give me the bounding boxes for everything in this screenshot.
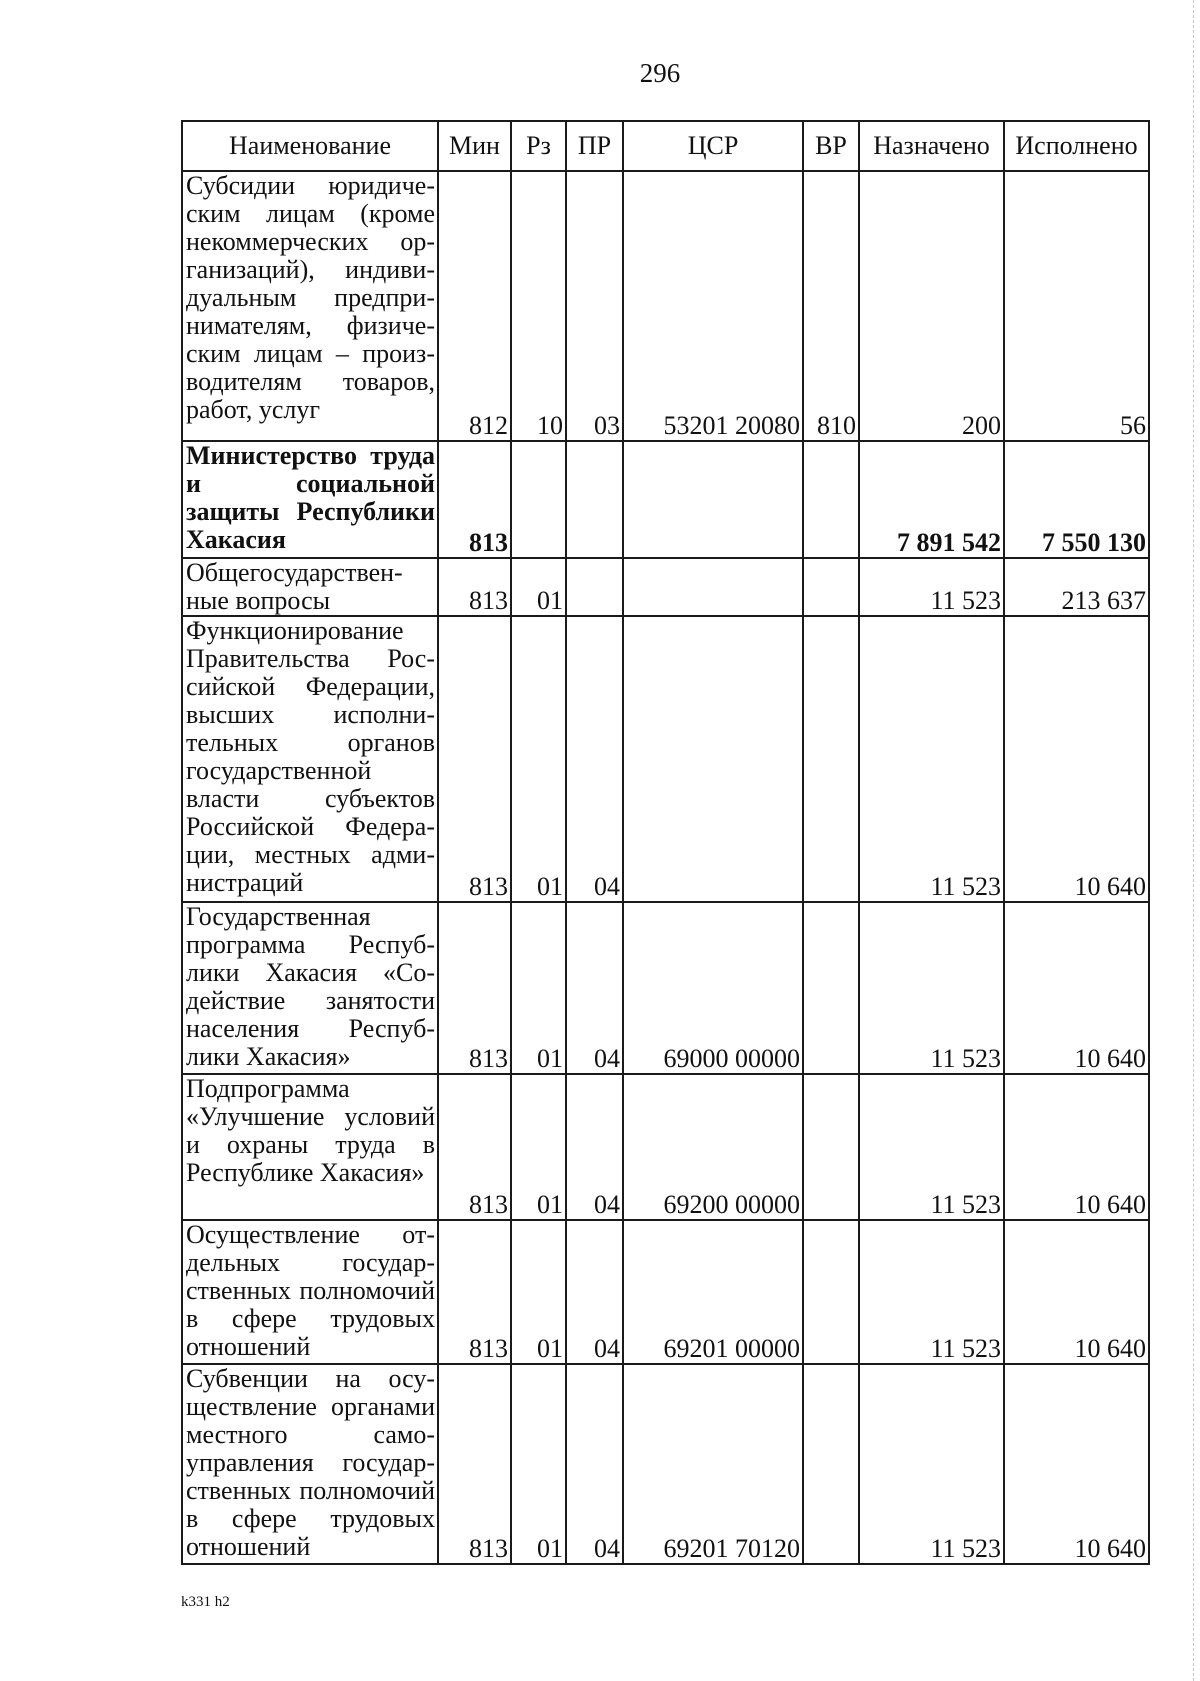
row-name-cell: Субвенции на осуществление органами местного самоуправления государственных полномочий в сфере трудовых отношений [182, 1364, 438, 1564]
row-rz-cell: 01 [511, 1220, 566, 1364]
row-min-cell: 813 [438, 902, 511, 1074]
row-name-cell: Министерство труда и социальной защиты Республики Хакасия [182, 441, 438, 558]
row-name-cell: Осуществление отдельных государственных полномочий в сфере трудовых отношений [182, 1220, 438, 1364]
header-csr: ЦСР [623, 121, 803, 171]
row-min-cell: 813 [438, 558, 511, 616]
row-name-cell: Подпрограмма «Улучшение условий и охраны труда в Республике Хакасия» [182, 1074, 438, 1220]
row-csr-cell: 69000 00000 [623, 902, 803, 1074]
row-csr-cell [623, 616, 803, 902]
row-csr-cell: 69201 00000 [623, 1220, 803, 1364]
row-rz-cell: 01 [511, 902, 566, 1074]
row-vr-cell [803, 1364, 859, 1564]
row-executed-cell: 56 [1004, 171, 1149, 441]
table-row [182, 902, 1149, 1074]
row-vr-cell [803, 616, 859, 902]
row-rz-cell: 01 [511, 1364, 566, 1564]
table-row [182, 1364, 1149, 1564]
budget-table [181, 120, 1150, 1565]
row-executed-cell: 7 550 130 [1004, 441, 1149, 558]
table-row [182, 1074, 1149, 1220]
row-rz-cell: 10 [511, 171, 566, 441]
footer-code: k331 h2 [181, 1594, 230, 1610]
row-min-cell: 813 [438, 1364, 511, 1564]
row-executed-cell: 10 640 [1004, 1074, 1149, 1220]
row-vr-cell [803, 558, 859, 616]
row-vr-cell: 810 [803, 171, 859, 441]
header-assigned: Назначено [859, 121, 1004, 171]
table-header-row [182, 121, 1149, 171]
row-csr-cell: 53201 20080 [623, 171, 803, 441]
row-csr-cell [623, 441, 803, 558]
row-name-cell: Общегосударственные вопросы [182, 558, 438, 616]
table-row [182, 616, 1149, 902]
row-name-cell: Субсидии юридическим лицам (кроме некоммерческих организаций), индивидуальным предпринимателям, физическим лицам – производителям товаров, работ, услуг [182, 171, 438, 441]
row-name-cell: Государственная программа Республики Хакасия «Содействие занятости населения Республики Хакасия» [182, 902, 438, 1074]
row-assigned-cell: 11 523 [859, 1074, 1004, 1220]
row-rz-cell: 01 [511, 616, 566, 902]
row-pr-cell: 04 [566, 902, 623, 1074]
header-vr: ВР [803, 121, 859, 171]
row-assigned-cell: 11 523 [859, 902, 1004, 1074]
row-min-cell: 813 [438, 1220, 511, 1364]
row-min-cell: 813 [438, 616, 511, 902]
row-vr-cell [803, 441, 859, 558]
row-rz-cell: 01 [511, 558, 566, 616]
row-executed-cell: 10 640 [1004, 1220, 1149, 1364]
table-row [182, 1220, 1149, 1364]
row-pr-cell [566, 558, 623, 616]
row-pr-cell: 04 [566, 616, 623, 902]
row-executed-cell: 10 640 [1004, 902, 1149, 1074]
row-assigned-cell: 11 523 [859, 616, 1004, 902]
row-min-cell: 813 [438, 1074, 511, 1220]
row-assigned-cell: 7 891 542 [859, 441, 1004, 558]
row-csr-cell [623, 558, 803, 616]
page-number: 296 [639, 58, 681, 88]
table-row [182, 171, 1149, 441]
row-vr-cell [803, 1220, 859, 1364]
header-min: Мин [438, 121, 511, 171]
header-name: Наименование [182, 121, 438, 171]
row-assigned-cell: 200 [859, 171, 1004, 441]
row-csr-cell: 69200 00000 [623, 1074, 803, 1220]
table-body [182, 171, 1149, 1564]
row-min-cell: 813 [438, 441, 511, 558]
row-rz-cell: 01 [511, 1074, 566, 1220]
header-rz: Рз [511, 121, 566, 171]
row-assigned-cell: 11 523 [859, 558, 1004, 616]
row-vr-cell [803, 1074, 859, 1220]
row-csr-cell: 69201 70120 [623, 1364, 803, 1564]
row-vr-cell [803, 902, 859, 1074]
scan-edge-line [1191, 0, 1194, 1681]
row-pr-cell: 03 [566, 171, 623, 441]
row-rz-cell [511, 441, 566, 558]
row-assigned-cell: 11 523 [859, 1220, 1004, 1364]
row-executed-cell: 10 640 [1004, 616, 1149, 902]
row-pr-cell [566, 441, 623, 558]
header-executed: Исполнено [1004, 121, 1149, 171]
row-min-cell: 812 [438, 171, 511, 441]
row-pr-cell: 04 [566, 1364, 623, 1564]
table-row [182, 558, 1149, 616]
row-executed-cell: 10 640 [1004, 1364, 1149, 1564]
table-row [182, 441, 1149, 558]
row-pr-cell: 04 [566, 1074, 623, 1220]
row-pr-cell: 04 [566, 1220, 623, 1364]
row-name-cell: Функционирование Правительства Российской Федерации, высших исполнительных органов государственной власти субъектов Российской Федерации, местных администраций [182, 616, 438, 902]
row-assigned-cell: 11 523 [859, 1364, 1004, 1564]
header-pr: ПР [566, 121, 623, 171]
row-executed-cell: 213 637 [1004, 558, 1149, 616]
